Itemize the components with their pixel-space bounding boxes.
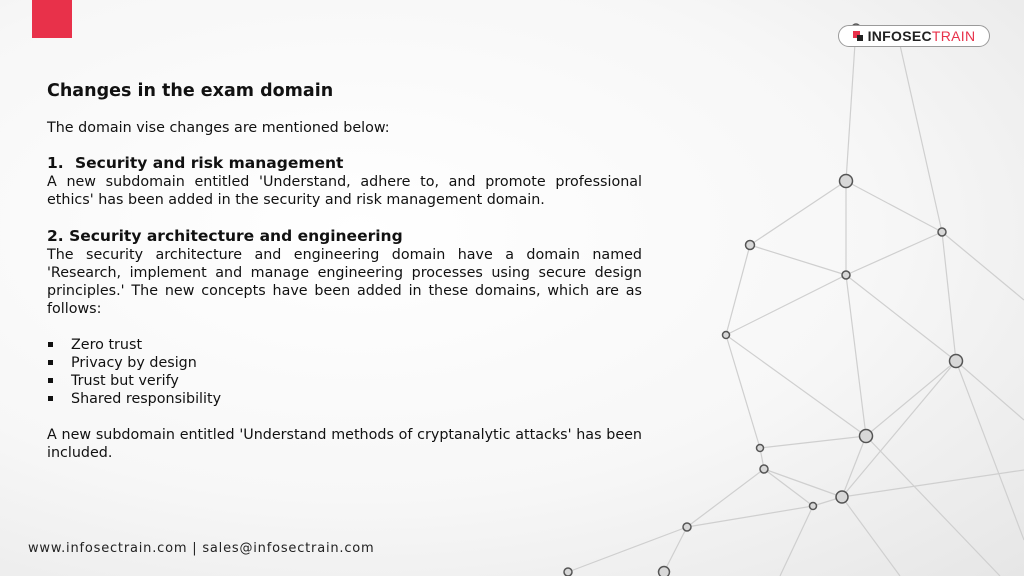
- section-1-heading: [47, 154, 642, 173]
- logo-text-main: INFOSEC: [867, 28, 932, 44]
- section-1-number: 1.: [47, 154, 64, 172]
- logo-text-accent: TRAIN: [931, 28, 976, 44]
- list-item: Trust but verify: [47, 372, 642, 390]
- logo-text: [868, 28, 976, 44]
- infosectrain-logo: [838, 25, 990, 47]
- page-title: Changes in the exam domain: [47, 81, 334, 101]
- section-2-closing: A new subdomain entitled 'Understand methods of cryptanalytic attacks' has been included.: [47, 427, 642, 461]
- list-item: Shared responsibility: [47, 390, 642, 408]
- list-item: Zero trust: [47, 336, 642, 354]
- section-1-title: Security and risk management: [75, 154, 344, 172]
- slide-content: [47, 80, 642, 462]
- footer-contact: www.infosectrain.com | sales@infosectrain.com: [28, 541, 375, 556]
- concepts-list: [47, 336, 642, 408]
- section-2-heading: 2. Security architecture and engineering: [47, 227, 403, 245]
- section-1-text: A new subdomain entitled 'Understand, adhere to, and promote professional ethics' has been added in the security and risk management domain.: [47, 174, 642, 208]
- section-2-text: The security architecture and engineering domain have a domain named 'Research, implement and manage engineering processes using secure design principles.' The new concepts have been added in these domains, which are as follows:: [47, 247, 642, 317]
- intro-text: The domain vise changes are mentioned below:: [47, 120, 390, 136]
- list-item: Privacy by design: [47, 354, 642, 372]
- logo-mark-icon: [853, 31, 863, 41]
